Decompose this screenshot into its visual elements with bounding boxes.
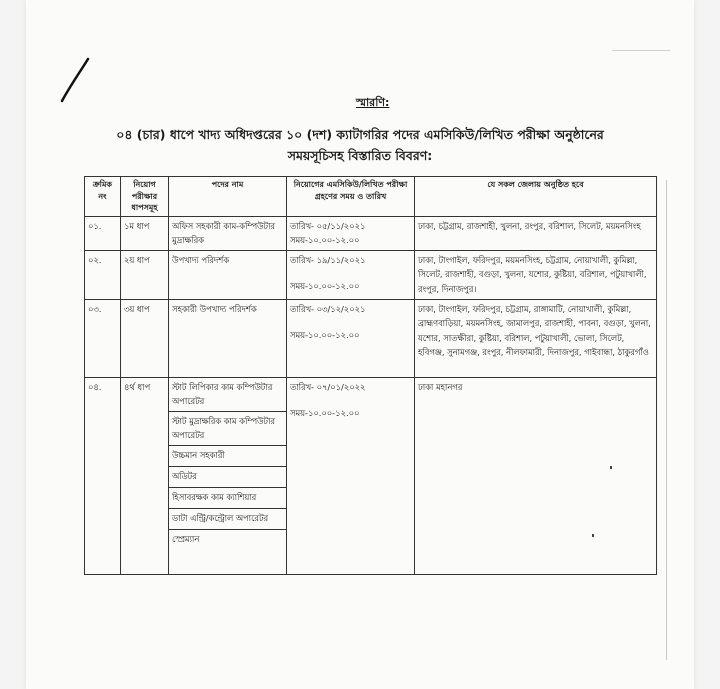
header-serial: ক্রমিক নং (85, 177, 121, 217)
document-heading: ০৪ (চার) ধাপে খাদ্য অধিদপ্তরের ১০ (দশ) ক্যাটাগরির পদের এমসিকিউ/লিখিত পরীক্ষা অনুষ্ঠানের সময়সূচিসহ বিস্তারিত বিবরণ: (116, 127, 604, 163)
post-item: ডাটা এন্ট্রি/কন্ট্রোল অপারেটর (169, 509, 286, 530)
table-row (85, 377, 657, 574)
exam-date: তারিখ- ০৩/১২/২০২১ (290, 303, 366, 314)
header-districts: যে সকল জেলায় অনুষ্ঠিত হবে (415, 177, 657, 217)
scan-mark (612, 50, 670, 51)
exam-date: তারিখ- ১৯/১১/২০২১ (290, 254, 366, 265)
exam-schedule-table (84, 176, 657, 575)
stage-cell: ২য় ধাপ (121, 250, 169, 299)
post-item: স্প্রেম্যান (172, 533, 200, 544)
document-title: স্মারণি: (356, 96, 390, 109)
districts-cell: ঢাকা, চট্টগ্রাম, রাজশাহী, খুলনা, রংপুর, বরিশাল, সিলেট, ময়মনসিংহ (415, 216, 657, 250)
stage-cell: ৩য় ধাপ (121, 299, 169, 377)
header-stage: নিয়োগ পরীক্ষার ধাপসমূহ (121, 177, 169, 217)
post-item: স্টাট মুদ্রাক্ষরিক কাম কম্পিউটার অপারেটর (169, 412, 286, 446)
post-cell: সহকারী উপখাদ্য পরিদর্শক (169, 299, 287, 377)
exam-time-cell (287, 299, 415, 377)
scan-speck (610, 466, 612, 469)
header-post: পদের নাম (169, 177, 287, 217)
serial-cell: ০৩. (85, 299, 121, 377)
table-row (85, 216, 657, 250)
stage-cell: ১ম ধাপ (121, 216, 169, 250)
districts-cell: ঢাকা, টাংগাইল, ফরিদপুর, চট্টগ্রাম, রাঙ্গামাটি, নোয়াখালী, কুমিল্লা, ব্রাহ্মণবাড়িয়া, ময়মনসিংহ, জামালপুর, রাজশাহী, পাবনা, বগুড়া, খুলনা, যশোর, সাতক্ষীরা, কুষ্টিয়া, বরিশাল, পটুয়াখালী, ভোলা, সিলেট, হবিগঞ্জ, সুনামগঞ্জ, রংপুর, নীলফামারী, দিনাজপুর, গাইবান্ধা, ঠাকুরগাঁও (415, 299, 657, 377)
exam-time: সময়-১০.০০-১২.০০ (290, 235, 360, 245)
exam-time-cell (287, 250, 415, 299)
districts-cell: ঢাকা মহানগর (415, 377, 657, 574)
serial-cell: ০৪. (85, 377, 121, 574)
scan-speck (592, 534, 594, 537)
table-row (85, 299, 657, 377)
post-item: অডিটর (169, 467, 286, 488)
exam-time: সময়-১০.০০-১২.০০ (290, 281, 360, 291)
districts-cell: ঢাকা, টাংগাইল, ফরিদপুর, ময়মনসিংহ, চট্টগ্রাম, নোয়াখালী, কুমিল্লা, সিলেট, রাজশাহী, বগুড়া, খুলনা, যশোর, কুষ্টিয়া, বরিশাল, পটুয়াখালী, রংপুর, দিনাজপুর। (415, 250, 657, 299)
exam-time-cell (287, 377, 415, 574)
exam-time: সময়-১০.০০-১২.০০ (290, 330, 360, 340)
serial-cell: ০১. (85, 216, 121, 250)
post-item: হিসাবরক্ষক কাম ক্যাশিয়ার (169, 488, 286, 509)
post-cell: উপখাদ্য পরিদর্শক (169, 250, 287, 299)
post-list (169, 378, 286, 550)
pen-stroke-mark (58, 56, 98, 106)
table-row (85, 250, 657, 299)
stage-cell: ৪র্থ ধাপ (121, 377, 169, 574)
post-item: স্টাট লিপিকার কাম কম্পিউটার অপারেটর (169, 378, 286, 412)
exam-time-cell (287, 216, 415, 250)
post-cell: অফিস সহকারী কাম-কম্পিউটার মুদ্রাক্ষরিক (169, 216, 287, 250)
exam-time: সময়-১০.০০-১২.০০ (290, 408, 360, 418)
exam-date: তারিখ- ০৭/০১/২০২২ (290, 381, 366, 392)
post-list-cell (169, 377, 287, 574)
serial-cell: ০২. (85, 250, 121, 299)
header-exam-time: নিয়োগের এমসিকিউ/লিখিত পরীক্ষা গ্রহণের সময় ও তারিখ (287, 177, 415, 217)
scan-fold-line (666, 180, 667, 660)
exam-date: তারিখ- ০৫/১১/২০২১ (290, 220, 366, 231)
post-item: উচ্চমান সহকারী (169, 446, 286, 467)
table-header-row (85, 177, 657, 217)
